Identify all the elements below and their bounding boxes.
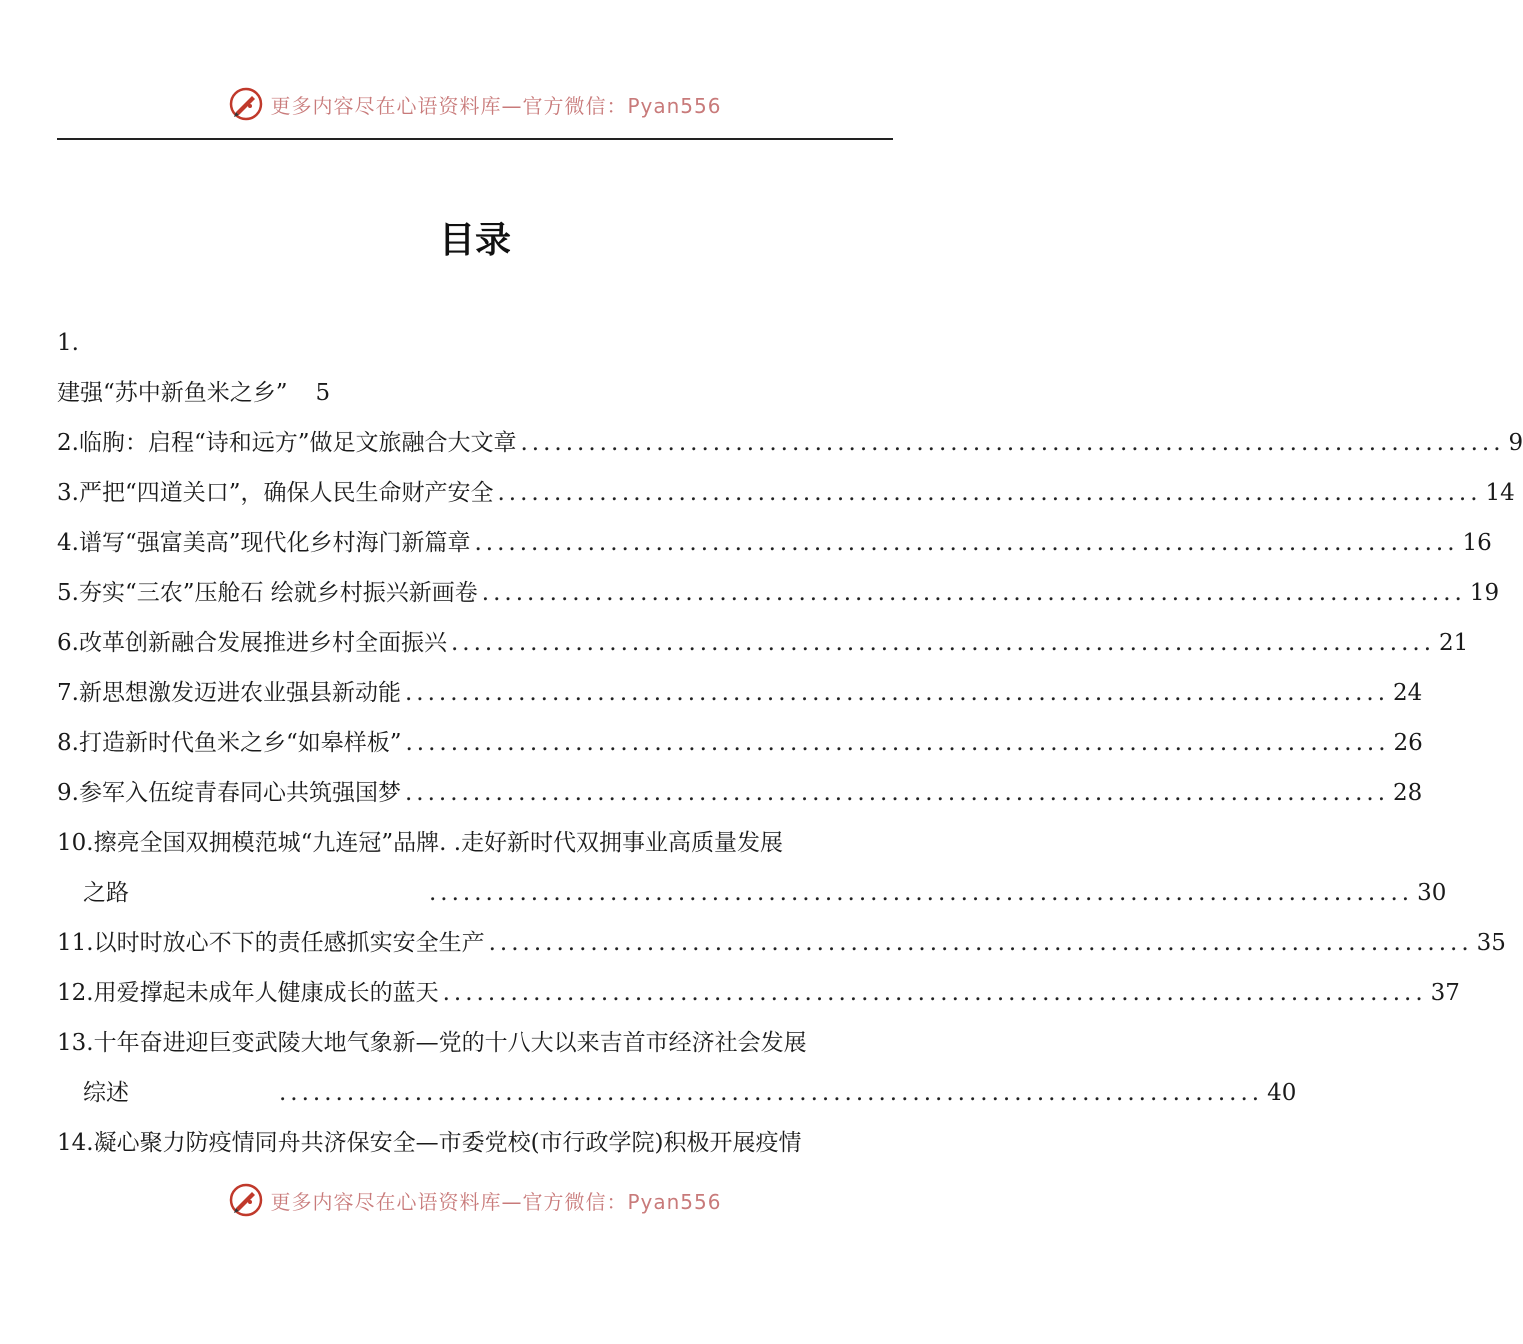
toc-leader-dots: ....................................................................................... — [442, 980, 1427, 1006]
toc-entry[interactable] — [57, 1018, 893, 1068]
toc-entry-title: 用爱撑起未成年人健康成长的蓝天 — [93, 980, 439, 1006]
toc-entry-title: 十年奋进迎巨变武陵大地气象新—党的十八大以来吉首市经济社会发展 — [93, 1030, 807, 1056]
page-title: 目录 — [438, 219, 511, 261]
toc-entry-number: 3. — [57, 480, 79, 506]
table-of-contents — [57, 318, 1523, 1168]
header-divider — [57, 138, 893, 140]
toc-entry-number: 9. — [57, 780, 79, 806]
toc-entry-title: 擦亮全国双拥模范城“九连冠”品牌. .走好新时代双拥事业高质量发展 — [93, 830, 784, 856]
toc-entry-number: 5. — [57, 580, 79, 606]
toc-entry-number: 12. — [57, 980, 94, 1006]
toc-entry-number: 13. — [57, 1030, 94, 1056]
toc-leader-dots: ....................................................................................... — [481, 580, 1466, 606]
toc-entry-number: 10. — [57, 830, 94, 856]
toc-entry-number: 7. — [57, 680, 79, 706]
toc-entry-page: 19 — [1469, 580, 1500, 606]
toc-entry[interactable] — [57, 1118, 893, 1168]
footer-banner — [0, 1180, 950, 1220]
toc-entry-title: 临朐：启程“诗和远方”做足文旅融合大文章 — [78, 430, 517, 456]
toc-entry-page: 30 — [1417, 880, 1447, 906]
toc-leader-dots: ....................................................................................... — [474, 530, 1459, 556]
toc-entry-title: 凝心聚力防疫情同舟共济保安全—市委党校(市行政学院)积极开展疫情 — [93, 1130, 802, 1156]
toc-entry[interactable] — [57, 568, 1500, 618]
toc-leader-dots: ....................................................................................... — [497, 480, 1482, 506]
toc-leader-dots: ....................................................................................... — [405, 730, 1390, 756]
toc-entry[interactable] — [57, 968, 1460, 1018]
pen-logo-icon — [228, 86, 264, 122]
toc-entry-title: 改革创新融合发展推进乡村全面振兴 — [78, 630, 447, 656]
toc-entry-page: 21 — [1439, 630, 1469, 656]
toc-entry-number: 4. — [57, 530, 79, 556]
toc-entry-page: 40 — [1267, 1080, 1297, 1106]
toc-entry-title: 建强“苏中新鱼米之乡” — [57, 380, 288, 406]
toc-entry[interactable] — [57, 318, 893, 368]
toc-entry-page: 35 — [1476, 930, 1506, 956]
toc-entry[interactable] — [57, 918, 1506, 968]
toc-entry[interactable] — [57, 368, 893, 418]
toc-entry-continued[interactable] — [57, 1068, 1297, 1118]
header-banner — [0, 84, 950, 124]
toc-entry-title: 之路 — [83, 880, 129, 906]
toc-entry-number: 1. — [57, 330, 79, 356]
toc-entry-title: 打造新时代鱼米之乡“如皋样板” — [78, 730, 402, 756]
toc-entry-number: 11. — [57, 930, 94, 956]
toc-entry-continued[interactable] — [57, 868, 1447, 918]
toc-leader-dots: ....................................................................................... — [520, 430, 1505, 456]
toc-entry[interactable] — [57, 418, 1523, 468]
toc-leader-dots: ....................................................................................... — [450, 630, 1436, 656]
toc-entry-title: 以时时放心不下的责任感抓实安全生产 — [93, 930, 485, 956]
toc-entry[interactable] — [57, 518, 1492, 568]
toc-entry-page: 5 — [315, 380, 331, 406]
toc-leader-dots: ....................................................................................... — [279, 1080, 1264, 1106]
toc-entry-number: 8. — [57, 730, 79, 756]
toc-entry[interactable] — [57, 668, 1423, 718]
toc-entry-page: 37 — [1430, 980, 1460, 1006]
toc-leader-dots: ....................................................................................... — [404, 780, 1390, 806]
toc-entry-title: 严把“四道关口”，确保人民生命财产安全 — [78, 480, 494, 506]
toc-entry-title: 综述 — [83, 1080, 129, 1106]
toc-entry-title: 夯实“三农”压舱石 绘就乡村振兴新画卷 — [78, 580, 478, 606]
toc-entry-number: 2. — [57, 430, 79, 456]
toc-entry-title: 新思想激发迈进农业强县新动能 — [78, 680, 401, 706]
toc-leader-dots: ....................................................................................... — [404, 680, 1390, 706]
toc-entry-page: 26 — [1393, 730, 1423, 756]
toc-entry[interactable] — [57, 718, 1423, 768]
footer-banner-text: 更多内容尽在心语资料库—官方微信：Pyan556 — [270, 1189, 722, 1214]
toc-entry-page: 14 — [1485, 480, 1515, 506]
toc-entry-number: 14. — [57, 1130, 94, 1156]
toc-entry-title: 谱写“强富美高”现代化乡村海门新篇章 — [78, 530, 471, 556]
toc-entry-page: 9 — [1508, 430, 1523, 456]
toc-entry[interactable] — [57, 468, 1515, 518]
toc-entry-page: 24 — [1393, 680, 1423, 706]
toc-entry[interactable] — [57, 818, 893, 868]
toc-entry-number: 6. — [57, 630, 79, 656]
toc-entry-title: 参军入伍绽青春同心共筑强国梦 — [78, 780, 401, 806]
toc-leader-dots: ....................................................................................... — [488, 930, 1473, 956]
header-banner-text: 更多内容尽在心语资料库—官方微信：Pyan556 — [270, 93, 722, 118]
pen-logo-icon — [228, 1182, 264, 1218]
toc-entry[interactable] — [57, 618, 1469, 668]
toc-entry-page: 28 — [1393, 780, 1423, 806]
toc-leader-dots: ....................................................................................... — [429, 880, 1414, 906]
toc-entry[interactable] — [57, 768, 1423, 818]
toc-entry-page: 16 — [1462, 530, 1492, 556]
